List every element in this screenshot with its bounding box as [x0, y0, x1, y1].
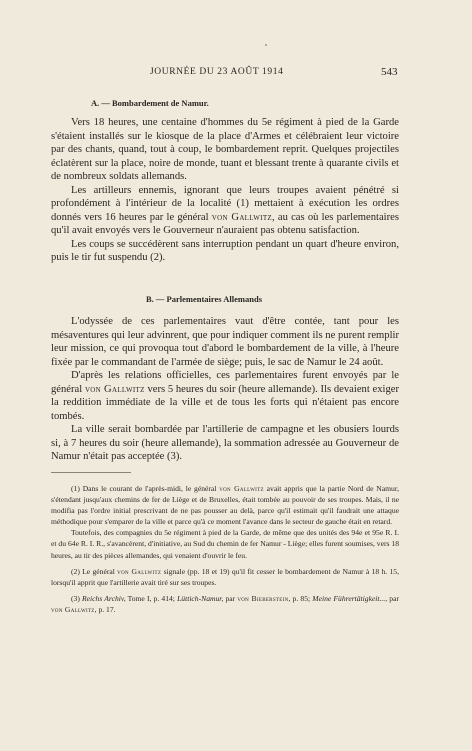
paragraph-text: D'après les relations officielles, ces parlementaires furent envoyés par le général — [51, 370, 399, 395]
section-b-heading: B. — Parlementaires Allemands — [146, 294, 262, 304]
book-title: Lüttich-Namur, — [177, 593, 224, 603]
section-a-body — [51, 116, 399, 265]
person-name: von Gallwitz — [51, 604, 95, 614]
footnote-text: avait appris que la partie Nord de Namur, s'étendant jusqu'aux chemins de fer de Liège et de Bruxelles, était tombée au pouvoir de ses troupes. Mais, il ne modifia pas l'ordre initial prescrivant de ne pas pousser au delà, parce qu'il estimait qu'il faudrait une attaque méthodique pour s'emparer de la ville et parce qu'à ce moment l'avance dans le secteur de gauche était en retard. — [51, 484, 399, 527]
paper-speck — [265, 44, 267, 46]
paragraph-text: vers 5 heures du soir (heure allemande). Ils devaient exiger la reddition immédiate de la ville et de tous les forts qui n'étaient pas encore tombés. — [51, 383, 399, 422]
footnote-text: (1) Dans le courant de l'après-midi, le général — [71, 484, 220, 493]
paragraph: La ville serait bombardée par l'artillerie de campagne et les obusiers lourds si, à 7 heures du soir (heure allemande), la sommation adressée au Gouverneur de Namur n'était pas acceptée (3). — [51, 424, 399, 462]
footnote-text: , p. 85; — [288, 593, 313, 603]
footnote-text: (3) — [71, 593, 83, 603]
footnote-text: Tome I, p. 414; — [125, 593, 178, 603]
paragraph — [51, 184, 399, 238]
book-title: Reichs Archiv, — [82, 593, 126, 603]
footnote-1-continued: Toutefois, des compagnies du 5e régiment à pied de la Garde, de même que des unités des 94e et 95e R. I. et du 64e R. I. R., s'avancèrent, d'initiative, au Sud du chemin de fer Namur - Liège; elles furent soumises, vers 18 heures, au tir des pièces allemandes, qui venaient d'ouvrir le feu. — [51, 528, 399, 560]
footnote-text: signale (pp. 18 et 19) qu'il fit cesser le bombardement de Namur à 18 h. 15, lorsqu'il apprit que l'artillerie avait tiré sur ses troupes. — [51, 566, 399, 587]
running-title: JOURNÉE DU 23 AOÛT 1914 — [150, 67, 284, 77]
footnote-1 — [51, 483, 399, 527]
paragraph: Les coups se succédèrent sans interruption pendant un quart d'heure environ, puis le tir fut suspendu (2). — [51, 238, 399, 263]
footnote-text: , p. 17. — [94, 604, 116, 614]
footnote-2 — [51, 566, 399, 588]
footnote-3 — [51, 593, 399, 615]
person-name: von Gallwitz — [117, 566, 162, 576]
paragraph: L'odyssée de ces parlementaires vaut d'être contée, tant pour les mésaventures qui leur advinrent, que pour indiquer comment ils ne purent remplir leur mission, ce qui provoqua tout d'abord le bombardement de la ville, à l'heure fixée par le commandant de l'armée de siège; puis, le sac de Namur le 24 août. — [51, 316, 399, 368]
person-name: von Gallwitz — [211, 211, 272, 223]
running-header — [0, 67, 472, 81]
page-number: 543 — [381, 66, 398, 78]
paragraph — [51, 369, 399, 423]
footnotes — [51, 483, 399, 615]
paragraph: Vers 18 heures, une centaine d'hommes du 5e régiment à pied de la Garde s'étaient installés sur le kiosque de la place d'Armes et célébraient leur victoire par des chants, quand, tout à coup, le bombardement reprit. Quelques projectiles éclatèrent sur la place, noire de monde, tuant et blessant trente à quarante civils et de nombreux soldats allemands. — [51, 117, 399, 182]
section-a-heading: A. — Bombardement de Namur. — [91, 98, 209, 108]
book-title: Meine Führertätigkeit..., — [312, 593, 388, 603]
person-name: von Gallwitz — [84, 383, 145, 395]
footnote-text: par — [387, 593, 399, 603]
paragraph-text: Les artilleurs ennemis, ignorant que leurs troupes avaient pénétré si profondément à l'intérieur de la localité (1) mettaient à exécution les ordres donnés vers 16 heures par le général — [51, 184, 399, 223]
footnote-text: par — [223, 593, 238, 603]
section-b-body — [51, 315, 399, 464]
person-name: von Bieberstein — [237, 593, 289, 603]
paragraph-text: , au cas où les parlementaires qu'il avait envoyés vers le Gouverneur n'auraient pas obtenu satisfaction. — [51, 211, 399, 236]
footnote-text: (2) Le général — [71, 566, 118, 576]
footnote-divider — [51, 472, 131, 473]
person-name: von Gallwitz — [219, 484, 264, 493]
